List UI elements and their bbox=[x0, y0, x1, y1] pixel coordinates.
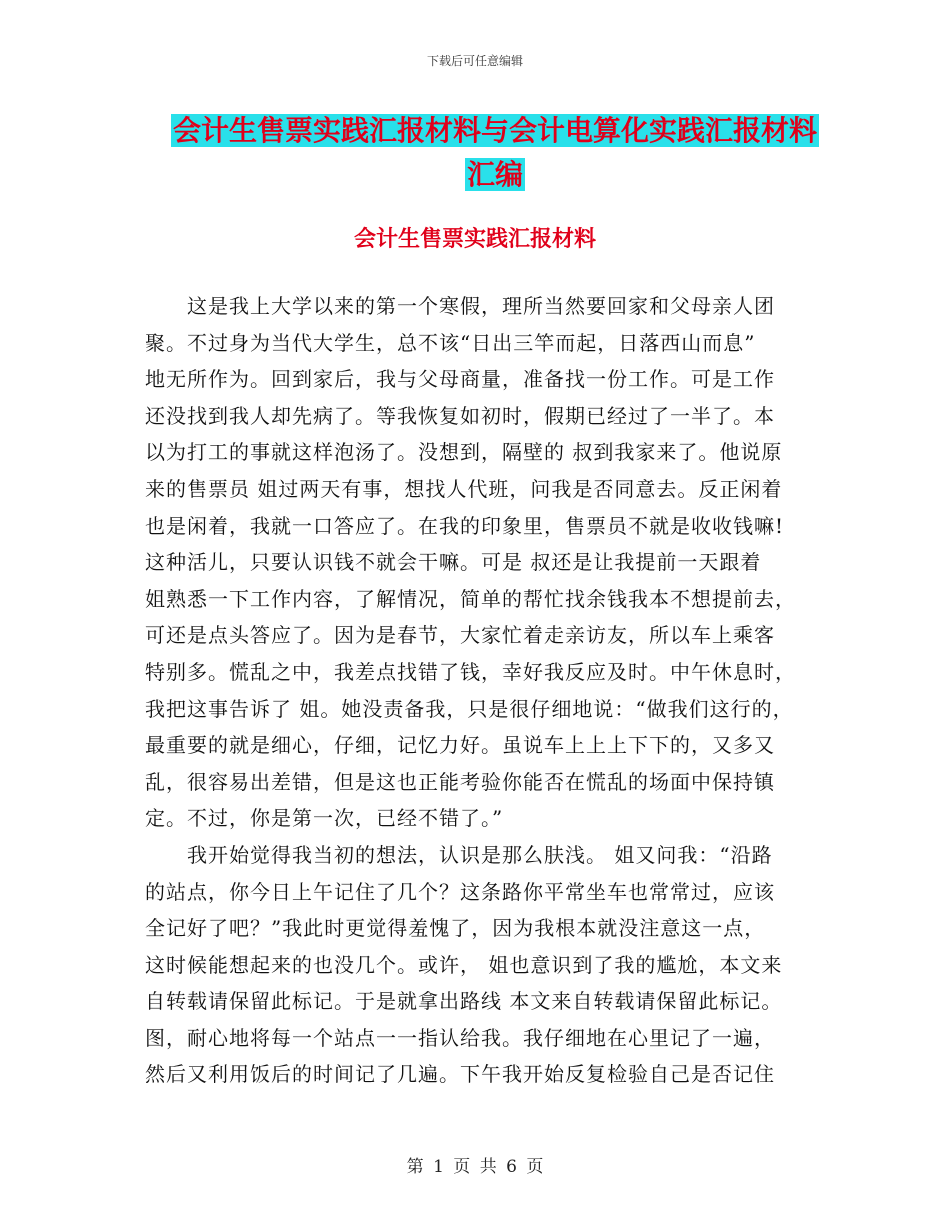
paragraph-line: 乱，很容易出差错，但是这也正能考验你能否在慌乱的场面中保持镇 bbox=[145, 769, 775, 794]
document-title-line-1: 会计生售票实践汇报材料与会计电算化实践汇报材料 bbox=[172, 114, 817, 147]
paragraph-line: 地无所作为。回到家后，我与父母商量，准备找一份工作。可是工作 bbox=[145, 367, 775, 392]
paragraph-line: 定。不过，你是第一次，已经不错了。” bbox=[145, 806, 504, 831]
paragraph-line: 以为打工的事就这样泡汤了。没想到，隔壁的 叔到我家来了。他说原 bbox=[145, 440, 783, 465]
paragraph-line: 可还是点头答应了。因为是春节，大家忙着走亲访友，所以车上乘客 bbox=[145, 623, 775, 648]
paragraph-line: 最重要的就是细心，仔细，记忆力好。虽说车上上上下下的，又多又 bbox=[145, 733, 775, 758]
paragraph-line: 特别多。慌乱之中，我差点找错了钱，幸好我反应及时。中午休息时， bbox=[145, 659, 796, 684]
paragraph-line: 的站点，你今日上午记住了几个？这条路你平常坐车也常常过，应该 bbox=[145, 879, 775, 904]
paragraph-line: 也是闲着，我就一口答应了。在我的印象里，售票员不就是收收钱嘛! bbox=[145, 513, 785, 538]
paragraph-line: 这种活儿，只要认识钱不就会干嘛。可是 叔还是让我提前一天跟着 bbox=[145, 550, 762, 575]
paragraph-line: 我把这事告诉了 姐。她没责备我，只是很仔细地说：“做我们这行的， bbox=[145, 696, 794, 721]
page-number: 第 1 页 共 6 页 bbox=[406, 1157, 544, 1177]
paragraph-line: 我开始觉得我当初的想法，认识是那么肤浅。 姐又问我：“沿路 bbox=[187, 842, 773, 867]
paragraph-line: 全记好了吧？”我此时更觉得羞愧了，因为我根本就没注意这一点， bbox=[145, 916, 766, 941]
header-note: 下载后可任意编辑 bbox=[426, 54, 523, 68]
section-title: 会计生售票实践汇报材料 bbox=[353, 227, 596, 252]
paragraph-line: 还没找到我人却先病了。等我恢复如初时，假期已经过了一半了。本 bbox=[145, 403, 775, 428]
paragraph-line: 来的售票员 姐过两天有事，想找人代班，问我是否同意去。反正闲着 bbox=[145, 476, 783, 501]
body-text bbox=[145, 288, 815, 1093]
paragraph-line: 这时候能想起来的也没几个。或许， 姐也意识到了我的尴尬，本文来 bbox=[145, 952, 783, 977]
paragraph-line: 图，耐心地将每一个站点一一指认给我。我仔细地在心里记了一遍， bbox=[145, 1025, 775, 1050]
paragraph-line: 这是我上大学以来的第一个寒假，理所当然要回家和父母亲人团 bbox=[187, 294, 775, 318]
paragraph-line: 姐熟悉一下工作内容，了解情况，简单的帮忙找余钱我本不想提前去， bbox=[145, 586, 796, 611]
paragraph-line: 聚。不过身为当代大学生，总不该“日出三竿而起，日落西山而息” bbox=[145, 330, 756, 355]
paragraph-line: 自转载请保留此标记。于是就拿出路线 本文来自转载请保留此标记。 bbox=[145, 989, 783, 1014]
paragraph-line: 然后又利用饭后的时间记了几遍。下午我开始反复检验自己是否记住 bbox=[145, 1062, 775, 1087]
document-title-line-2: 汇编 bbox=[466, 158, 523, 191]
